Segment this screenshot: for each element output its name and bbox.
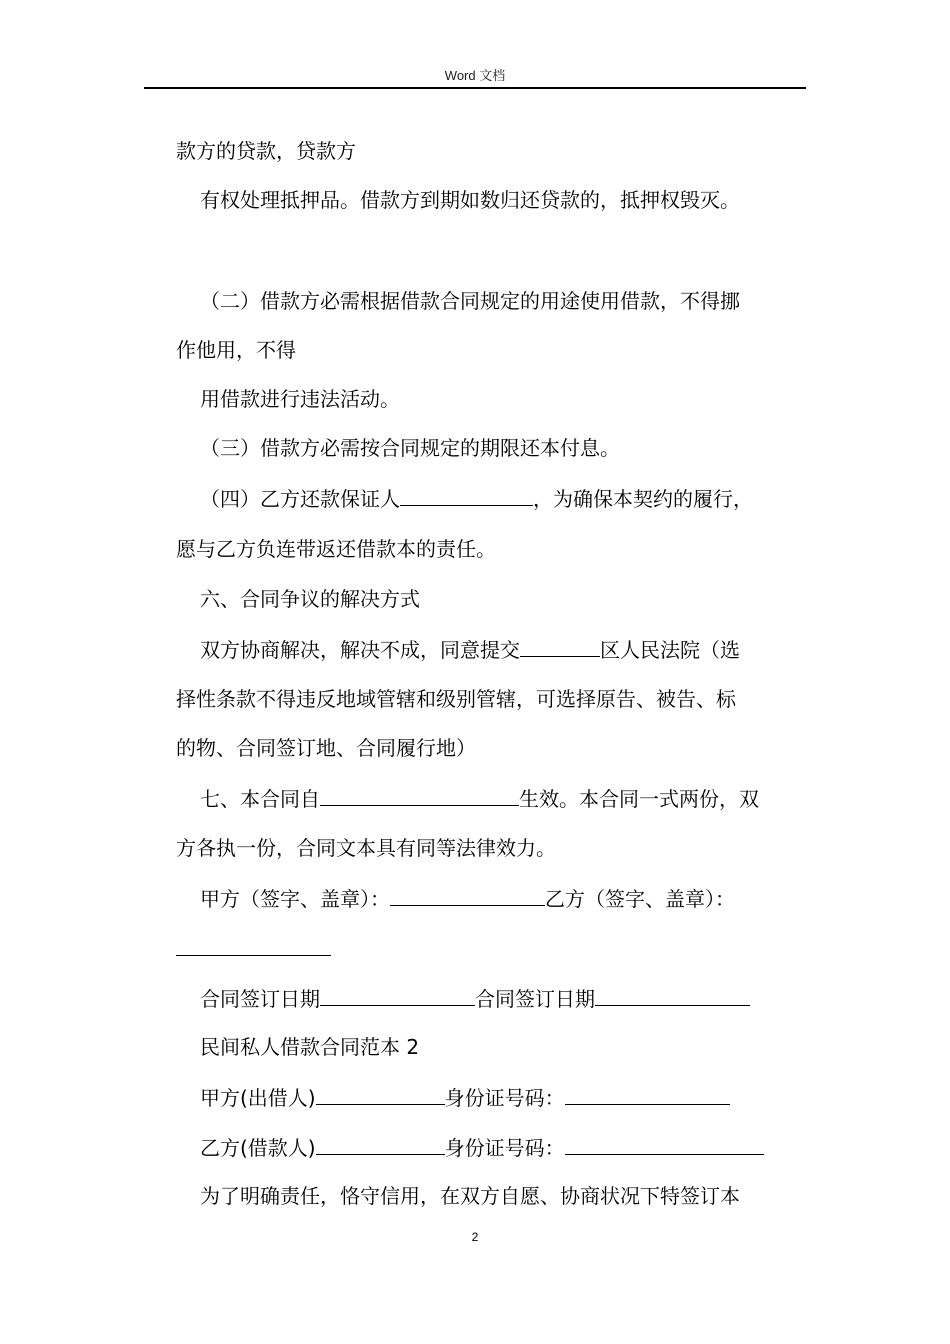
paragraph-line	[200, 1134, 764, 1160]
paragraph-line	[176, 835, 556, 861]
text-run: 的物、合同签订地、合同履行地）	[176, 736, 476, 760]
fill-in-blank	[595, 985, 750, 1006]
text-run: 款方的贷款，贷款方	[176, 139, 356, 163]
text-run: 合同签订日期	[475, 987, 595, 1011]
paragraph-line	[176, 138, 356, 164]
paragraph-line	[200, 435, 620, 461]
paragraph-line	[176, 337, 296, 363]
text-run: 乙方（签字、盖章）：	[545, 887, 735, 911]
text-run: （三）借款方必需按合同规定的期限还本付息。	[200, 436, 620, 460]
paragraph-line	[176, 935, 331, 961]
fill-in-blank	[400, 485, 533, 506]
text-run: 六、合同争议的解决方式	[200, 587, 420, 611]
text-run: 七、本合同自	[200, 787, 320, 811]
text-run: 民间私人借款合同范本 2	[200, 1035, 420, 1059]
paragraph-line	[176, 735, 476, 761]
paragraph-line	[200, 187, 740, 213]
text-run: （四）乙方还款保证人	[200, 487, 400, 511]
text-run: （二）借款方必需根据借款合同规定的用途使用借款，不得挪	[200, 289, 740, 313]
text-run: 区人民法院（选	[600, 638, 740, 662]
text-run: 生效。本合同一式两份，双	[519, 787, 759, 811]
text-run: ，为确保本契约的履行，	[533, 487, 753, 511]
fill-in-blank	[176, 935, 331, 956]
text-run: 双方协商解决，解决不成，同意提交	[200, 638, 520, 662]
paragraph-line	[200, 885, 735, 911]
fill-in-blank	[320, 985, 475, 1006]
header-rule	[144, 87, 806, 89]
paragraph-line	[200, 985, 750, 1011]
paragraph-line	[200, 485, 753, 511]
text-run: 用借款进行违法活动。	[200, 387, 400, 411]
text-run: 乙方(借款人)	[200, 1136, 316, 1160]
text-run: 作他用，不得	[176, 338, 296, 362]
paragraph-line	[200, 386, 400, 412]
text-run: 方各执一份，合同文本具有同等法律效力。	[176, 836, 556, 860]
paragraph-line	[176, 536, 496, 562]
text-run: 为了明确责任，恪守信用，在双方自愿、协商状况下特签订本	[200, 1184, 740, 1208]
paragraph-line	[200, 1084, 730, 1110]
fill-in-blank	[565, 1084, 730, 1105]
page-header: Word 文档	[444, 68, 506, 83]
paragraph-line	[200, 288, 740, 314]
paragraph-line	[200, 586, 420, 612]
text-run: 甲方(出借人)	[200, 1086, 316, 1110]
text-run: 合同签订日期	[200, 987, 320, 1011]
fill-in-blank	[390, 885, 545, 906]
fill-in-blank	[316, 1084, 445, 1105]
paragraph-line	[200, 636, 740, 662]
paragraph-line	[200, 1034, 419, 1060]
text-run: 甲方（签字、盖章）：	[200, 887, 390, 911]
text-run: 身份证号码：	[444, 1086, 565, 1110]
fill-in-blank	[320, 785, 519, 806]
fill-in-blank	[565, 1134, 764, 1155]
paragraph-line	[176, 686, 736, 712]
fill-in-blank	[520, 636, 600, 657]
text-run: 择性条款不得违反地域管辖和级别管辖，可选择原告、被告、标	[176, 687, 736, 711]
text-run: 身份证号码：	[444, 1136, 565, 1160]
paragraph-line	[200, 1183, 740, 1209]
paragraph-line	[200, 785, 759, 811]
fill-in-blank	[316, 1134, 445, 1155]
page-number: 2	[471, 1230, 479, 1244]
text-run: 有权处理抵押品。借款方到期如数归还贷款的，抵押权毁灭。	[200, 188, 740, 212]
text-run: 愿与乙方负连带返还借款本的责任。	[176, 537, 496, 561]
